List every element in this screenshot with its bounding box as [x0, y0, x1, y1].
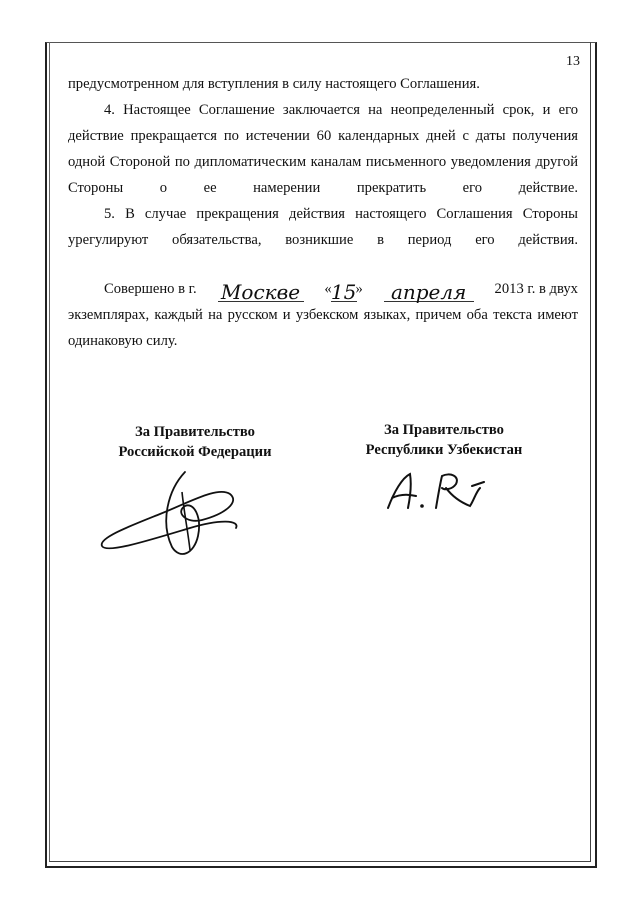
city-handwritten: Москве [218, 283, 304, 302]
signatory-uzbekistan [344, 420, 544, 460]
day-handwritten: 15 [330, 280, 357, 304]
year-text: 2013 г. в двух [494, 281, 578, 297]
signature-russia [90, 462, 280, 562]
quote-close: » [355, 281, 363, 297]
signatory-uzbekistan-line1: За Правительство [384, 422, 504, 438]
clause-4-text: 4. Настоящее Соглашение заключается на неопределенный срок, и его действие прекращается по истечении 60 календарных дней с даты получения одной Стороной по дипломатическим каналам письменного уведомления другой Стороны о ее намерении прекратить его действие. [68, 102, 578, 196]
signatory-uzbekistan-line2: Республики Узбекистан [365, 442, 523, 458]
paragraph-clause-5 [68, 201, 578, 253]
signatory-russia-line1: За Правительство [135, 424, 255, 440]
signatory-russia [100, 422, 290, 462]
paragraph-continuation: предусмотренном для вступления в силу настоящего Соглашения. [68, 76, 480, 92]
completion-paragraph [68, 276, 578, 354]
paragraph-clause-4 [68, 97, 578, 201]
completion-prefix: Совершено в г. [104, 281, 197, 297]
completion-line [68, 276, 578, 302]
signatory-russia-line2: Российской Федерации [118, 444, 272, 460]
signature-uzbekistan [380, 466, 490, 516]
quote-open: « [324, 281, 332, 297]
month-handwritten: апреля [384, 283, 474, 302]
clause-5-text: 5. В случае прекращения действия настоящего Соглашения Стороны урегулируют обязательства, возникшие в период его действия. [68, 206, 578, 248]
completion-rest: экземплярах, каждый на русском и узбекском языках, причем оба текста имеют одинаковую силу. [68, 307, 578, 349]
page-number: 13 [566, 54, 580, 69]
